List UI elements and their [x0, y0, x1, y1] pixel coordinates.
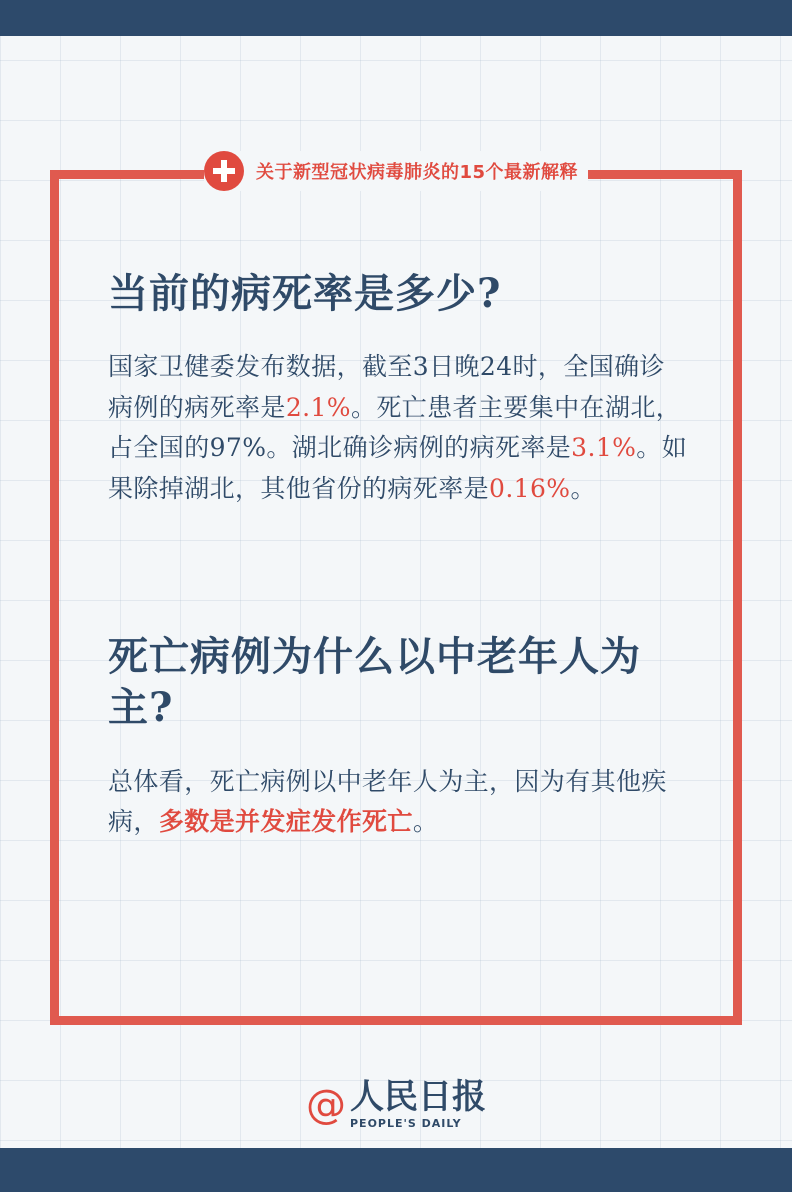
header-title: 关于新型冠状病毒肺炎的15个最新解释 [255, 162, 579, 183]
body-highlight: 2.1% [285, 392, 351, 422]
question-block [108, 631, 688, 842]
section-spacer [108, 565, 688, 631]
question-title: 死亡病例为什么以中老年人为主? [108, 633, 641, 732]
body-segment: 总体看，死亡病例以中老年人为主，因为有其他疾病， [108, 766, 667, 837]
logo-chinese-name: 人民日报 [350, 1077, 486, 1117]
body-segment: 。 [570, 473, 596, 503]
header-banner [0, 145, 792, 197]
question-body [108, 762, 688, 843]
question-block [108, 268, 688, 509]
body-highlight: 3.1% [571, 433, 637, 463]
top-bar [0, 0, 792, 36]
body-segment: 。死亡患者主要集中在湖北，占全国的97%。湖北确诊病例的病死率是 [108, 392, 682, 463]
logo-text-wrap [350, 1077, 486, 1130]
body-segment: 国家卫健委发布数据，截至3日晚24时，全国确诊病例的病死率是 [108, 352, 665, 422]
header-inner [204, 151, 588, 191]
question-body [108, 347, 688, 509]
body-highlight: 多数是并发症发作死亡 [158, 807, 413, 837]
body-segment: 。如果除掉湖北，其他省份的病死率是 [108, 433, 688, 503]
questions-container [108, 268, 688, 899]
medical-cross-icon [204, 151, 244, 191]
logo-english-name: PEOPLE'S DAILY [350, 1117, 462, 1130]
peoples-daily-logo [0, 1077, 792, 1130]
body-highlight: 0.16% [489, 473, 571, 503]
question-title: 当前的病死率是多少? [108, 270, 502, 317]
body-segment: 。 [412, 807, 439, 837]
bottom-bar [0, 1148, 792, 1192]
at-symbol-icon: @ [306, 1082, 346, 1128]
